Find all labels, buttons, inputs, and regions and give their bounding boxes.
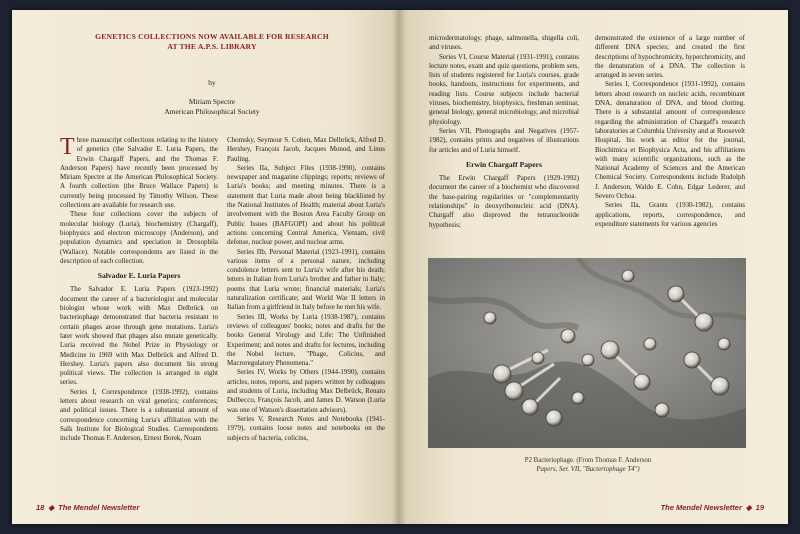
right-page bbox=[399, 10, 788, 524]
article-title bbox=[52, 32, 372, 52]
paragraph: Series IIa, Subject Files (1938-1990), contains newspaper and magazine clippings; reports; reviews of Luria's books; and meeting minutes. There is a statement that Luria made about being blacklisted by the National Institutes of Health; material about Luria's involvement with the Boston Area Faculty Group on Public Issues (BAFGOPI) and about his political actions concerning Central America, Vietnam, civil defense, nuclear power, and nuclear arms. bbox=[227, 163, 385, 247]
paragraph: The Salvador E. Luria Papers (1923-1992) document the career of a bacteriologist and molecular biologist whose work with Max Delbrück on bacteriophage demonstrated that bacteria resistant to certain phages arose through gene mutations. Luria's later work showed that phages also mutate genetically. Luria received the Nobel Prize in Physiology or Medicine in 1969 with Max Delbrück and Alfred D. Hershey. Luria's papers also document his strong political views. The collection is arranged in eight series. bbox=[60, 285, 218, 387]
intro-paragraph bbox=[60, 136, 218, 210]
section-heading-chargaff: Erwin Chargaff Papers bbox=[466, 159, 542, 169]
newsletter-spread bbox=[12, 10, 788, 524]
paragraph: Series I, Correspondence (1938-1992), contains letters about research on viral genetics; conferences; and political issues. There is a substantial amount of correspondence concerning Luria's affiliation with the Salk Institute for Biological Studies. Correspondents include Thomas F. Anderson, Ernest Borek, Noam bbox=[60, 387, 218, 443]
diamond-icon: ◆ bbox=[48, 503, 55, 512]
paragraph: Chomsky, Seymour S. Cohen, Max Delbrück, Alfred D. Hershey, François Jacob, Jacques Monod, and Linus Pauling. bbox=[227, 136, 385, 163]
bacteriophage-photo bbox=[428, 258, 746, 448]
left-column-1 bbox=[60, 136, 218, 444]
newsletter-name: The Mendel Newsletter bbox=[660, 503, 742, 512]
paragraph: microdermatology, phage, salmonella, shigella coli, and viruses. bbox=[429, 34, 579, 52]
byline-by: by bbox=[208, 78, 216, 87]
paragraph: Series III, Works by Luria (1938-1987), contains reviews of colleagues' books; notes and drafts for the books General Virology and Life: The Unfinished Experiment; and notes and drafts for lectures, including the Nobel lecture, "Phage, Colicins, and Macroregulatory Phenomena." bbox=[227, 312, 385, 368]
right-footer bbox=[661, 503, 764, 512]
photo-caption bbox=[429, 456, 747, 474]
caption-line-2: Papers, Ser. VII, "Bacteriophage T4") bbox=[536, 466, 640, 473]
paragraph: Series IIa, Grants (1930-1982), contains applications, reports, correspondence, and expenditure statements for various agencies bbox=[595, 201, 745, 228]
left-footer bbox=[36, 503, 139, 512]
left-column-2 bbox=[227, 136, 385, 443]
byline-author: Miriam Spectre bbox=[188, 97, 236, 106]
paragraph: Series VII, Photographs and Negatives (1957-1982), contains prints and negatives of illustrations for articles and of Luria himself. bbox=[429, 126, 579, 154]
diamond-icon: ◆ bbox=[745, 503, 752, 512]
paragraph: Series IV, Works by Others (1944-1990), contains articles, notes, reports, and papers written by colleagues and students of Luria, including Max Delbrück, Renato Dulbecco, François Jacob, and James D. Watson (Luria was one of Watson's dissertation advisors). bbox=[227, 368, 385, 414]
newsletter-name: The Mendel Newsletter bbox=[58, 503, 140, 512]
book-gutter bbox=[392, 10, 406, 524]
page-number: 19 bbox=[755, 503, 764, 512]
title-line-1: GENETICS COLLECTIONS NOW AVAILABLE FOR RESEARCH bbox=[95, 32, 329, 41]
paragraph: These four collections cover the subjects of molecular biology (Luria), biochemistry (Chargaff), biophysics and electron microscopy (Anderson), and population dynamics and speciation in Drosophila (Wallace). Notable correspondents are listed in the description of each collection. bbox=[60, 210, 218, 265]
title-line-2: AT THE A.P.S. LIBRARY bbox=[167, 42, 257, 51]
paragraph: Series IIb, Personal Material (1923-1991), contains various items of a personal nature, including condolence letters sent to Luria's wife after his death; letters in Italian from Luria's brother and father in Italy; poems that Luria wrote; financial materials; Luria's naturalization certificate; and World War II letters in Italian from a girlfriend in Italy before he met his wife. bbox=[227, 247, 385, 312]
caption-line-1: P2 Bacteriophage. (From Thomas F. Anderson bbox=[524, 457, 652, 464]
intro-text: hree manuscript collections relating to the history of genetics (the Salvador E. Luria Papers, the Erwin Chargaff Papers, and the Thomas F. Anderson Papers) have recently been processed by Miriam Spectre at the American Philosophical Society. A fourth collection (the Bruce Wallace Papers) is currently being processed by Timothy Wilson. These collections are available for research use. bbox=[60, 136, 218, 210]
paragraph: demonstrated the existence of a large number of different DNA species; and created the first descriptions of hypochromicity, hyperchromicity, and the denaturation of a DNA. The collection is arranged in seven series. bbox=[595, 34, 745, 80]
paragraph: Series V, Research Notes and Notebooks (1941-1979), contains loose notes and notebooks on the subjects of bacteria, colicins, bbox=[227, 414, 385, 442]
byline-affiliation: American Philosophical Society bbox=[164, 107, 260, 116]
section-heading-luria: Salvador E. Luria Papers bbox=[97, 271, 181, 281]
right-column-2 bbox=[595, 34, 745, 229]
paragraph: Series I, Correspondence (1931-1992), contains letters about research on nucleic acids, recombinant DNA, denaturation of DNA, and blood clotting. There is a substantial amount of correspondence regarding the administration of Chargaff's research laboratories at Columbia University and at Roosevelt Hospital, his work as editor for the journal, Biochimica et Biophysica Acta, and his affiliations with many scientific organizations, such as the National Academy of Sciences and the American Chemical Society. Correspondents include Rudolph J. Anderson, Waldo E. Cohn, Edgar Lederer, and Severo Ochoa. bbox=[595, 80, 745, 201]
paragraph: Series VI, Course Material (1931-1991), contains lecture notes, exam and quiz questions, problem sets, lists of students registered for Luria's courses, grade books, handouts, instructions for experiments, and reading lists. Course subjects include bacterial viruses, biochemistry, biophysics, freshman seminar, general biology, general microbiology, and microbial physiology. bbox=[429, 52, 579, 126]
paragraph: The Erwin Chargaff Papers (1929-1992) document the career of a biochemist who discovered the base-pairing regularities or "complementarity relationships" in deoxyribonucleic acid (DNA). Chargaff also disproved the tetranucleotide hypothesis; bbox=[429, 174, 579, 229]
drop-cap: T bbox=[60, 134, 75, 160]
page-number: 18 bbox=[36, 503, 45, 512]
right-column-1 bbox=[429, 34, 579, 230]
left-page bbox=[12, 10, 399, 524]
bacteriophage-micrograph bbox=[428, 258, 746, 448]
